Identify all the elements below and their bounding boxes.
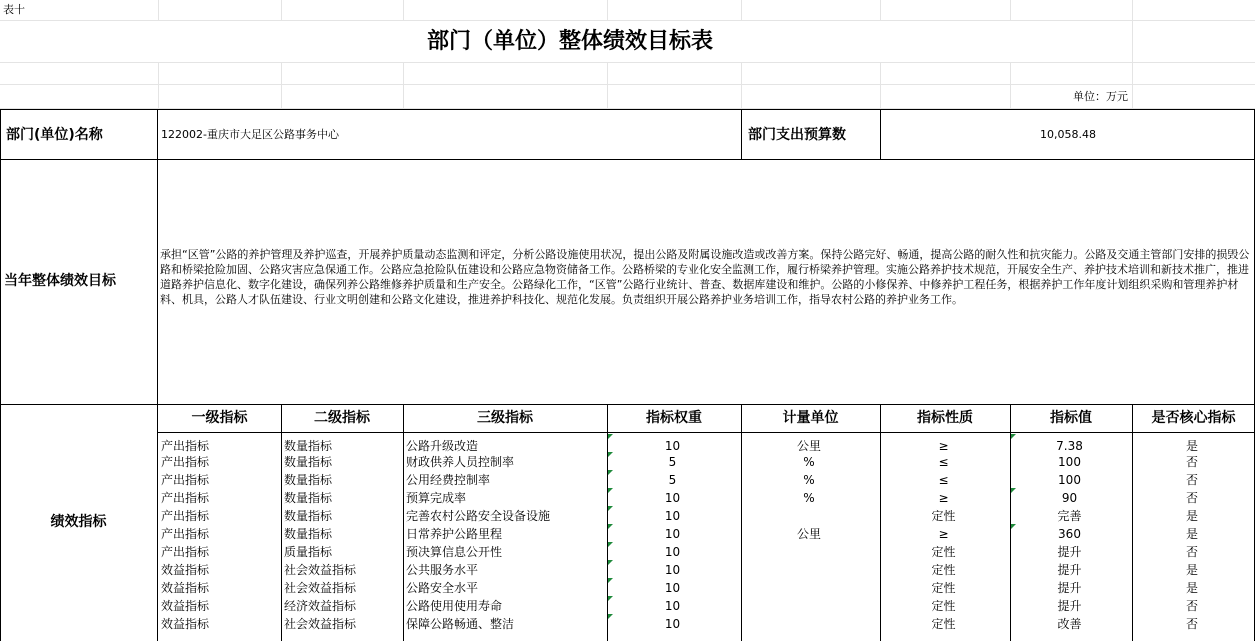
cell-value: 完善 (1057, 509, 1082, 523)
dept-name-label: 部门(单位)名称 (6, 127, 103, 143)
cell-level3: 预决算信息公开性 (406, 545, 503, 559)
cell-marker (608, 542, 613, 547)
col-header-level1: 一级指标 (191, 410, 248, 426)
cell-marker (608, 488, 613, 493)
cell-level1: 产出指标 (161, 491, 210, 505)
cell-level3: 公路安全水平 (406, 581, 479, 595)
cell-level2: 社会效益指标 (284, 581, 357, 595)
cell-value: 360 (1058, 527, 1081, 541)
cell-unit: 公里 (796, 439, 821, 453)
cell-core: 是 (1185, 509, 1198, 523)
col-header-value: 指标值 (1050, 410, 1092, 426)
cell-weight: 10 (664, 509, 681, 523)
cell-nature: ≤ (938, 455, 949, 469)
cell-level1: 产出指标 (161, 455, 210, 469)
cell-weight: 10 (664, 563, 681, 577)
cell-value: 100 (1058, 455, 1081, 469)
cell-core: 否 (1185, 545, 1198, 559)
cell-marker (1011, 524, 1016, 529)
cell-level2: 社会效益指标 (284, 617, 357, 631)
cell-level1: 产出指标 (161, 509, 210, 523)
cell-weight: 5 (668, 455, 677, 469)
cell-marker (608, 524, 613, 529)
cell-nature: 定性 (931, 563, 956, 577)
cell-level3: 公用经费控制率 (406, 473, 491, 487)
sheet-label: 表十 (3, 3, 25, 16)
cell-value: 提升 (1057, 581, 1082, 595)
cell-level3: 财政供养人员控制率 (406, 455, 515, 469)
cell-nature: 定性 (931, 599, 956, 613)
cell-weight: 10 (664, 439, 681, 453)
col-header-level2: 二级指标 (314, 410, 370, 426)
cell-nature: 定性 (931, 617, 956, 631)
cell-unit: % (803, 491, 815, 505)
cell-weight: 10 (664, 527, 681, 541)
cell-level1: 效益指标 (161, 563, 210, 577)
cell-marker (608, 614, 613, 619)
cell-level3: 预算完成率 (406, 491, 467, 505)
dept-name-value: 122002-重庆市大足区公路事务中心 (161, 128, 339, 141)
cell-weight: 10 (664, 617, 681, 631)
col-header-nature: 指标性质 (917, 410, 973, 426)
cell-weight: 10 (664, 491, 681, 505)
cell-level1: 产出指标 (161, 439, 210, 453)
cell-level1: 效益指标 (161, 617, 210, 631)
cell-core: 是 (1185, 581, 1198, 595)
cell-weight: 10 (664, 599, 681, 613)
cell-core: 否 (1185, 491, 1198, 505)
cell-nature: ≥ (938, 439, 949, 453)
cell-level2: 数量指标 (284, 473, 333, 487)
cell-value: 提升 (1057, 599, 1082, 613)
cell-marker (1011, 488, 1016, 493)
cell-level2: 数量指标 (284, 509, 333, 523)
cell-marker (608, 596, 613, 601)
cell-marker (608, 434, 613, 439)
cell-level2: 社会效益指标 (284, 563, 357, 577)
perf-label: 绩效指标 (50, 514, 107, 530)
cell-level3: 公共服务水平 (406, 563, 479, 577)
cell-level1: 产出指标 (161, 527, 210, 541)
budget-value: 10,058.48 (1040, 128, 1096, 141)
cell-weight: 5 (668, 473, 677, 487)
cell-core: 否 (1185, 617, 1198, 631)
cell-level3: 完善农村公路安全设备设施 (406, 509, 551, 523)
budget-label: 部门支出预算数 (748, 127, 846, 143)
cell-level3: 公路升级改造 (406, 439, 479, 453)
cell-unit: 公里 (796, 527, 821, 541)
cell-nature: 定性 (931, 509, 956, 523)
cell-level2: 数量指标 (284, 527, 333, 541)
cell-core: 是 (1185, 527, 1198, 541)
cell-level3: 保障公路畅通、整洁 (406, 617, 515, 631)
cell-marker (608, 578, 613, 583)
unit-label: 单位：万元 (1073, 90, 1128, 103)
cell-core: 是 (1185, 563, 1198, 577)
cell-marker (608, 470, 613, 475)
cell-value: 7.38 (1056, 439, 1083, 453)
cell-weight: 10 (664, 545, 681, 559)
cell-level3: 日常养护公路里程 (406, 527, 503, 541)
goal-label: 当年整体绩效目标 (4, 273, 116, 289)
cell-level1: 产出指标 (161, 473, 210, 487)
cell-weight: 10 (664, 581, 681, 595)
cell-nature: ≥ (938, 491, 949, 505)
cell-level1: 效益指标 (161, 581, 210, 595)
cell-value: 90 (1061, 491, 1078, 505)
col-header-core: 是否核心指标 (1151, 410, 1236, 426)
cell-marker (608, 452, 613, 457)
cell-marker (608, 506, 613, 511)
cell-marker (608, 560, 613, 565)
cell-value: 改善 (1057, 617, 1082, 631)
cell-core: 否 (1185, 473, 1198, 487)
cell-level2: 质量指标 (284, 545, 333, 559)
col-header-unit: 计量单位 (782, 410, 839, 426)
col-header-level3: 三级指标 (477, 410, 533, 426)
goal-text: 承担“区管”公路的养护管理及养护巡查，开展养护质量动态监测和评定，分析公路设施使用状况，提出公路及附属设施改造或改善方案。保持公路完好、畅通，提高公路的耐久性和抗灾能力。公路及交通主管部门安排的损毁公路和桥梁抢险加固、公路灾害应急保通工作。公路应急抢险队伍建设和公路应急物资储备工作。公路桥梁的专业化安全监测工作，履行桥梁养护管理。实施公路养护技术规范，开展安全生产、养护技术培训和新技术推广，推进道路养护信息化、数字化建设，确保列养公路维修养护质量和生产安全。公路绿化工作，“区管”公路行业统计、普查、数据库建设和维护。公路的小修保养、中修养护工程任务，根据养护工作年度计划组织采购和管理养护材料、机具，公路人才队伍建设、行业文明创建和公路文化建设，推进养护科技化、规范化发展。负责组织开展公路养护业务培训工作，指导农村公路的养护业务工作。 (160, 248, 1250, 306)
cell-level2: 数量指标 (284, 455, 333, 469)
cell-value: 提升 (1057, 545, 1082, 559)
cell-marker (1011, 434, 1016, 439)
cell-core: 是 (1185, 439, 1198, 453)
cell-level3: 公路使用使用寿命 (406, 599, 503, 613)
cell-nature: 定性 (931, 581, 956, 595)
cell-level1: 产出指标 (161, 545, 210, 559)
page-title: 部门（单位）整体绩效目标表 (426, 29, 713, 54)
cell-core: 否 (1185, 455, 1198, 469)
cell-level1: 效益指标 (161, 599, 210, 613)
col-header-weight: 指标权重 (646, 410, 702, 426)
cell-level2: 数量指标 (284, 491, 333, 505)
cell-nature: 定性 (931, 545, 956, 559)
cell-level2: 数量指标 (284, 439, 333, 453)
cell-unit: % (803, 473, 815, 487)
cell-core: 否 (1185, 599, 1198, 613)
cell-value: 100 (1058, 473, 1081, 487)
cell-level2: 经济效益指标 (284, 599, 357, 613)
cell-value: 提升 (1057, 563, 1082, 577)
cell-nature: ≤ (938, 473, 949, 487)
cell-nature: ≥ (938, 527, 949, 541)
cell-unit: % (803, 455, 815, 469)
